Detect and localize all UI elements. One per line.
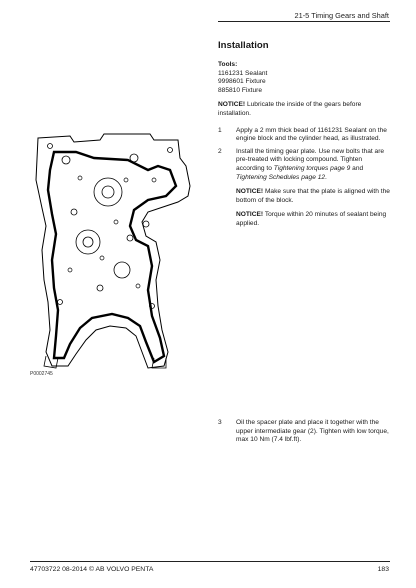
- step-3: [218, 419, 390, 449]
- notice-label: NOTICE!: [236, 211, 264, 219]
- footer-divider: [30, 561, 390, 562]
- tool-item: 9998601 Fixture: [218, 78, 266, 86]
- step-2: [218, 148, 390, 182]
- step-3-body: [218, 419, 390, 445]
- tool-item: 885810 Fixture: [218, 86, 262, 94]
- step-text: Install the timing gear plate. Use new bolts that are pre-treated with locking compound. Tighten according to: [236, 147, 385, 172]
- figure-id: P0002745: [30, 371, 53, 377]
- notice-text: Make sure that the plate is aligned with the bottom of the block.: [236, 188, 390, 204]
- running-header: 21-5 Timing Gears and Shaft: [294, 11, 389, 20]
- step-text: Oil the spacer plate and place it together with the upper intermediate gear (2). Tighten with low torque, max 10 Nm (7.4 lbf.ft).: [236, 419, 389, 444]
- step-text: and: [350, 164, 364, 172]
- notice-label: NOTICE!: [236, 188, 264, 196]
- instructions-column: [218, 40, 390, 235]
- notice-lubricate: [218, 101, 390, 118]
- timing-gear-plate-illustration: [30, 130, 198, 372]
- tool-item: 1161231 Sealant: [218, 69, 268, 77]
- step-number: 1: [218, 126, 222, 134]
- notice-alignment: [218, 188, 390, 205]
- notice-label: NOTICE!: [218, 101, 246, 109]
- step-text: .: [325, 173, 327, 181]
- step-text: Apply a 2 mm thick bead of 1161231 Sealant on the engine block and the cylinder head, as illustrated.: [236, 126, 387, 143]
- step-1: [218, 127, 390, 144]
- section-title: Installation: [218, 40, 269, 51]
- footer-doc-info: 47703722 08-2014 © AB VOLVO PENTA: [30, 566, 154, 573]
- page-number: 183: [377, 566, 389, 573]
- notice-text: Torque within 20 minutes of sealant being applied.: [236, 211, 387, 227]
- link-tightening-schedules[interactable]: Tightening Schedules page 12: [236, 173, 326, 181]
- notice-text: Lubricate the inside of the gears before installation.: [218, 101, 362, 117]
- step-number: 3: [218, 419, 222, 426]
- header-divider: [218, 21, 390, 22]
- tools-list: [218, 70, 390, 96]
- notice-torque-time: [218, 211, 390, 228]
- link-tightening-torques[interactable]: Tightening torques page 9: [273, 164, 351, 172]
- tools-label: Tools:: [218, 61, 238, 68]
- step-number: 2: [218, 147, 222, 155]
